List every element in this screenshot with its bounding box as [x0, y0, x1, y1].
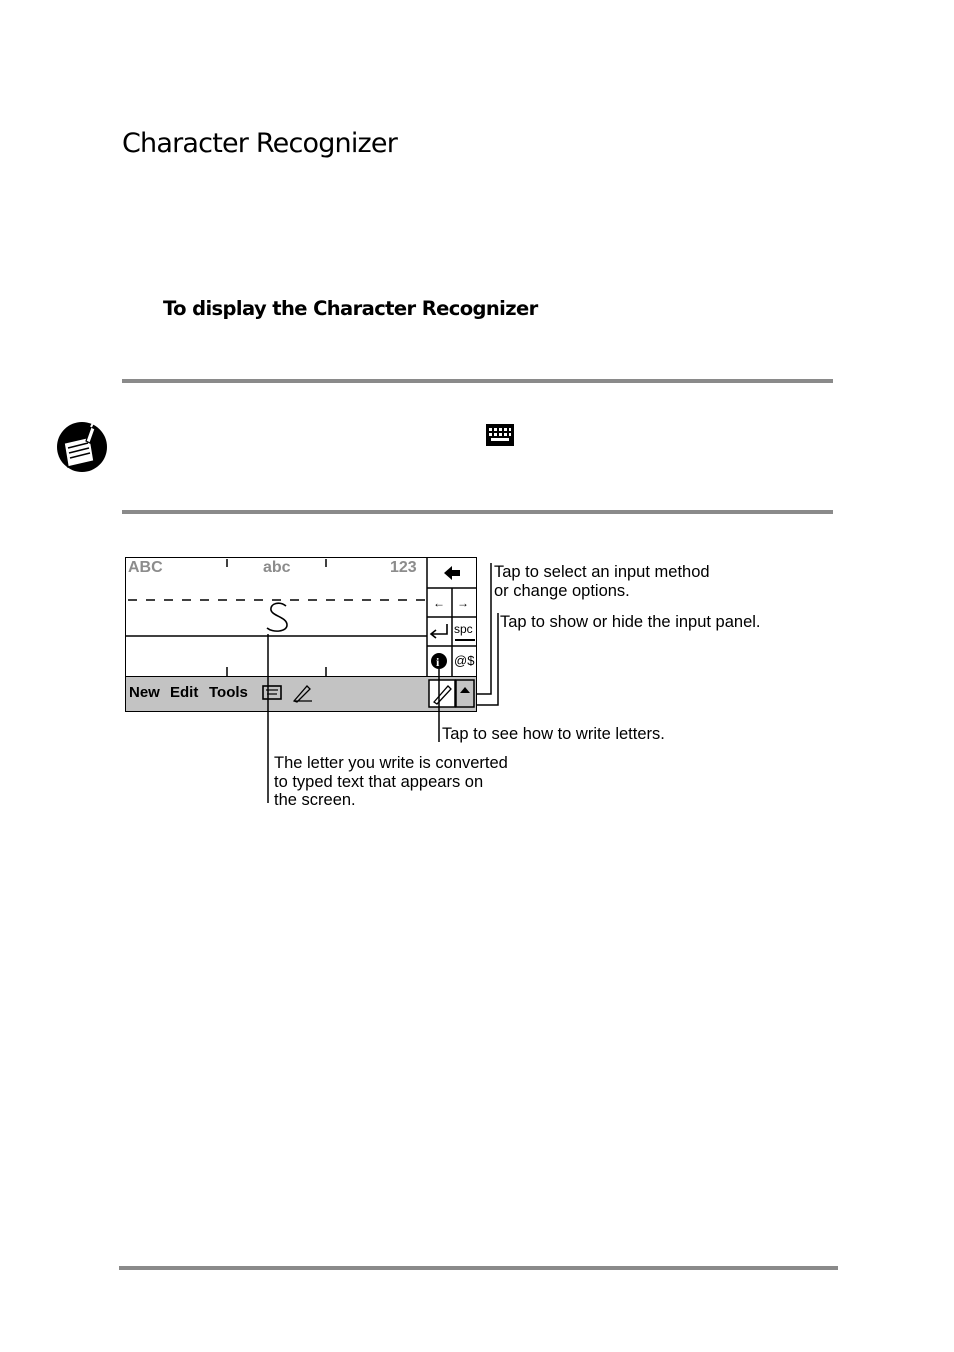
converted-text-callout	[274, 754, 508, 810]
pen-icon[interactable]	[294, 686, 312, 702]
panel-toggle-button[interactable]	[456, 680, 474, 707]
menu-edit[interactable]: Edit	[170, 684, 199, 701]
space-key[interactable]: spc	[454, 622, 473, 636]
band-ticks	[227, 559, 326, 676]
callout-line: The letter you write is converted	[274, 754, 508, 772]
menu-tools[interactable]: Tools	[209, 684, 248, 701]
left-arrow-key[interactable]: ←	[433, 596, 445, 610]
info-glyph: i	[436, 655, 440, 669]
uppercase-band-label: ABC	[128, 559, 163, 576]
right-arrow-key[interactable]: →	[457, 596, 469, 610]
procedure-heading: To display the Character Recognizer	[163, 297, 538, 320]
handwritten-letter	[267, 603, 287, 631]
menu-new[interactable]: New	[129, 684, 160, 701]
keyboard-icon[interactable]	[263, 686, 281, 699]
input-method-callout	[494, 563, 710, 600]
toggle-panel-callout: Tap to show or hide the input panel.	[500, 613, 761, 631]
lowercase-band-label: abc	[263, 559, 291, 576]
number-band-label: 123	[390, 559, 417, 576]
callout-line: the screen.	[274, 791, 356, 809]
callout-line: to typed text that appears on	[274, 772, 484, 791]
how-to-write-callout: Tap to see how to write letters.	[442, 725, 665, 743]
callout-line: Tap to select an input method	[494, 563, 710, 581]
back-arrow-icon[interactable]	[444, 566, 460, 580]
enter-icon[interactable]	[431, 624, 447, 638]
callout-line: or change options.	[494, 581, 630, 600]
symbol-key[interactable]: @$	[454, 653, 475, 668]
page-title: Character Recognizer	[122, 128, 398, 159]
